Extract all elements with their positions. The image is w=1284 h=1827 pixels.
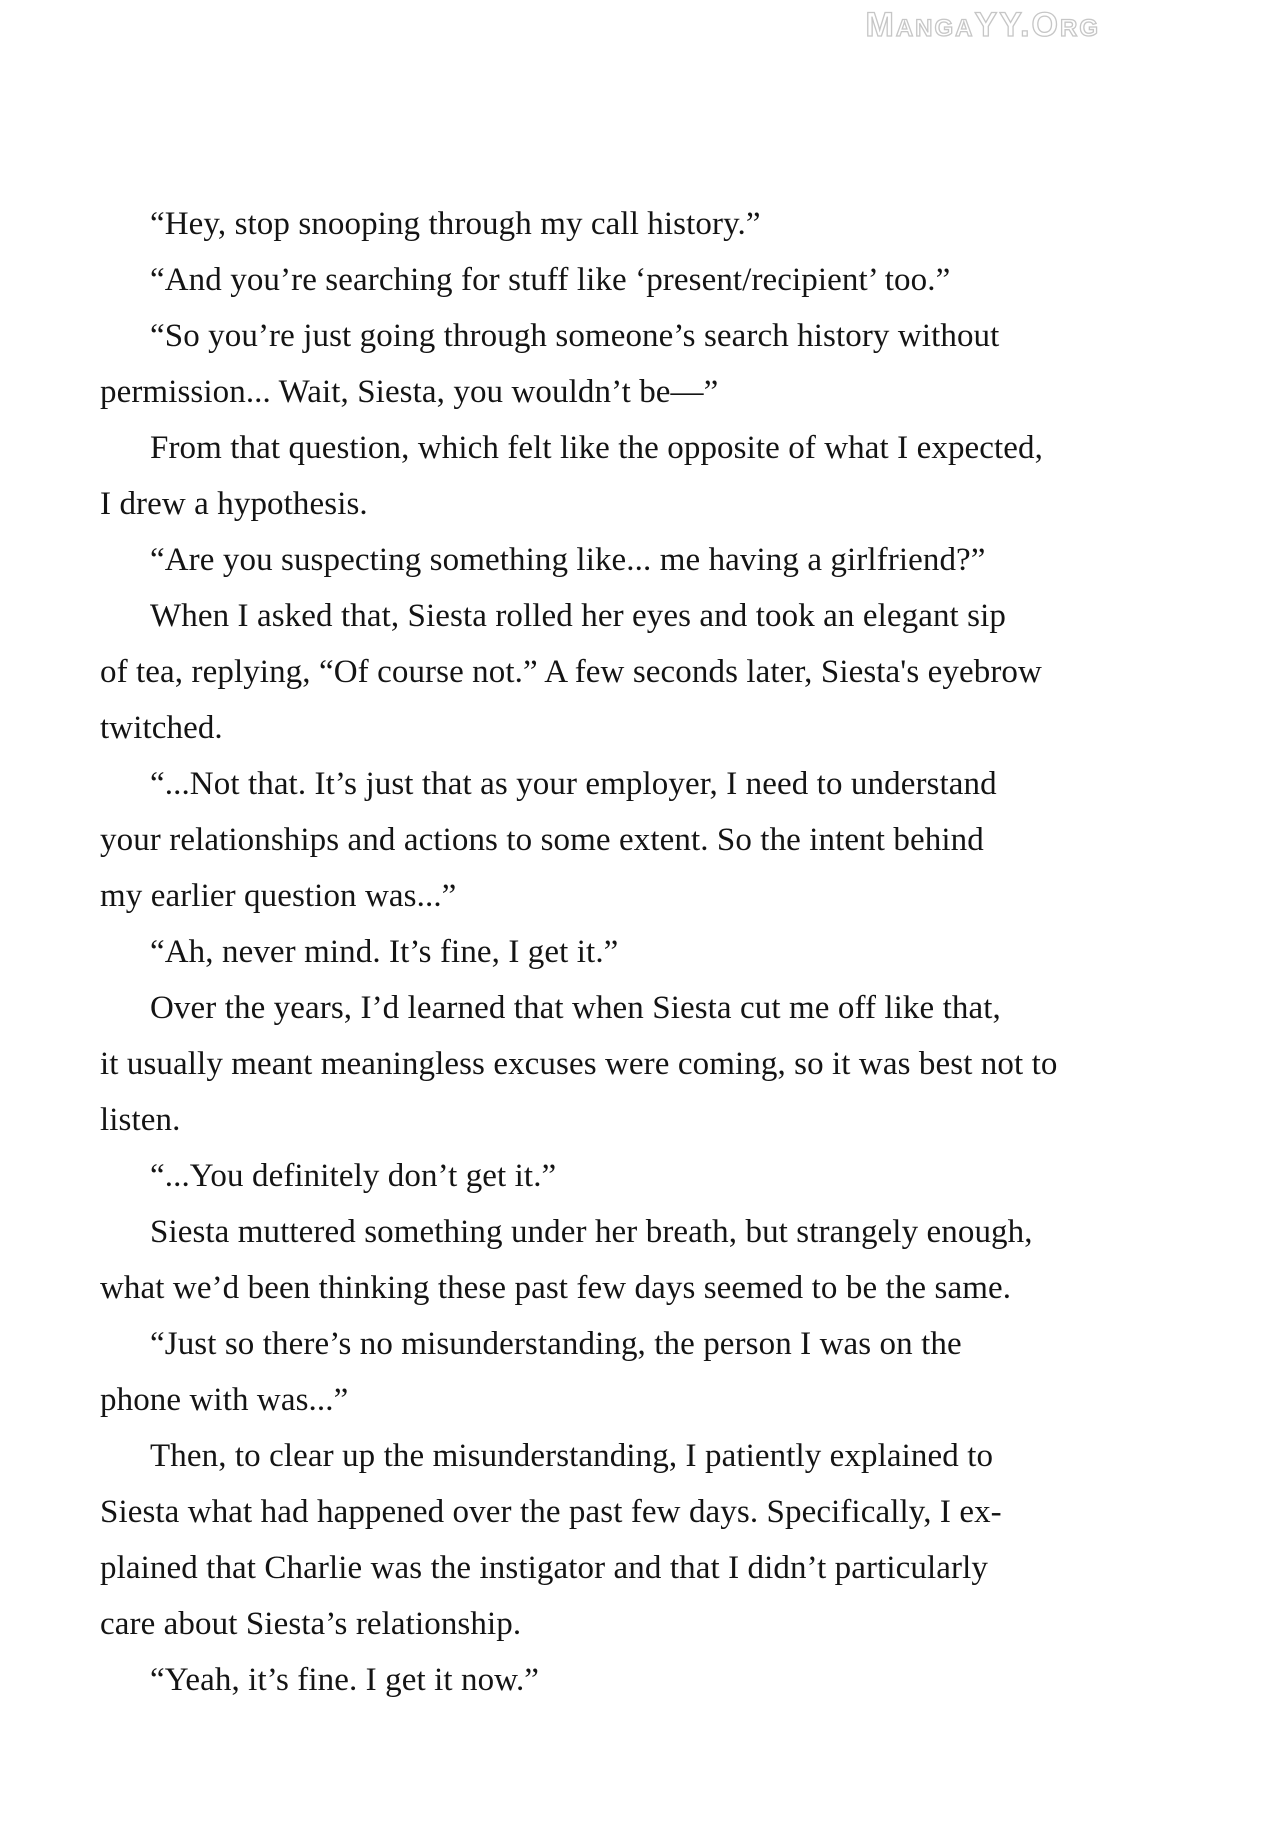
text-line: “Yeah, it’s fine. I get it now.”: [150, 1662, 540, 1698]
text-line: of tea, replying, “Of course not.” A few seconds later, Siesta's eyebrow: [100, 654, 1042, 690]
text-line: When I asked that, Siesta rolled her eyes and took an elegant sip: [150, 598, 1006, 634]
text-line: twitched.: [100, 710, 223, 746]
text-line: permission... Wait, Siesta, you wouldn’t be—”: [100, 374, 719, 410]
text-line: “...You definitely don’t get it.”: [150, 1158, 557, 1194]
text-line: “Hey, stop snooping through my call history.”: [150, 206, 761, 242]
text-line: what we’d been thinking these past few days seemed to be the same.: [100, 1270, 1012, 1306]
text-line: I drew a hypothesis.: [100, 486, 368, 522]
text-line: “...Not that. It’s just that as your employer, I need to understand: [150, 766, 997, 802]
text-line: phone with was...”: [100, 1382, 349, 1418]
text-line: “Just so there’s no misunderstanding, the person I was on the: [150, 1326, 962, 1362]
text-line: listen.: [100, 1102, 181, 1138]
text-line: it usually meant meaningless excuses were coming, so it was best not to: [100, 1046, 1058, 1082]
text-line: Siesta muttered something under her breath, but strangely enough,: [150, 1214, 1033, 1250]
site-watermark: MangaYY.Org: [865, 6, 1100, 44]
text-line: my earlier question was...”: [100, 878, 457, 914]
text-line: your relationships and actions to some extent. So the intent behind: [100, 822, 984, 858]
text-line: plained that Charlie was the instigator and that I didn’t particularly: [100, 1550, 988, 1586]
text-line: “Are you suspecting something like... me having a girlfriend?”: [150, 542, 986, 578]
text-line: “And you’re searching for stuff like ‘present/recipient’ too.”: [150, 262, 951, 298]
text-line: Over the years, I’d learned that when Siesta cut me off like that,: [150, 990, 1001, 1026]
text-line: Siesta what had happened over the past few days. Specifically, I ex-: [100, 1494, 1002, 1530]
text-line: From that question, which felt like the opposite of what I expected,: [150, 430, 1043, 466]
page-text: [100, 196, 1200, 1708]
text-line: “Ah, never mind. It’s fine, I get it.”: [150, 934, 619, 970]
text-line: “So you’re just going through someone’s search history without: [150, 318, 1000, 354]
text-line: care about Siesta’s relationship.: [100, 1606, 522, 1642]
text-line: Then, to clear up the misunderstanding, I patiently explained to: [150, 1438, 994, 1474]
